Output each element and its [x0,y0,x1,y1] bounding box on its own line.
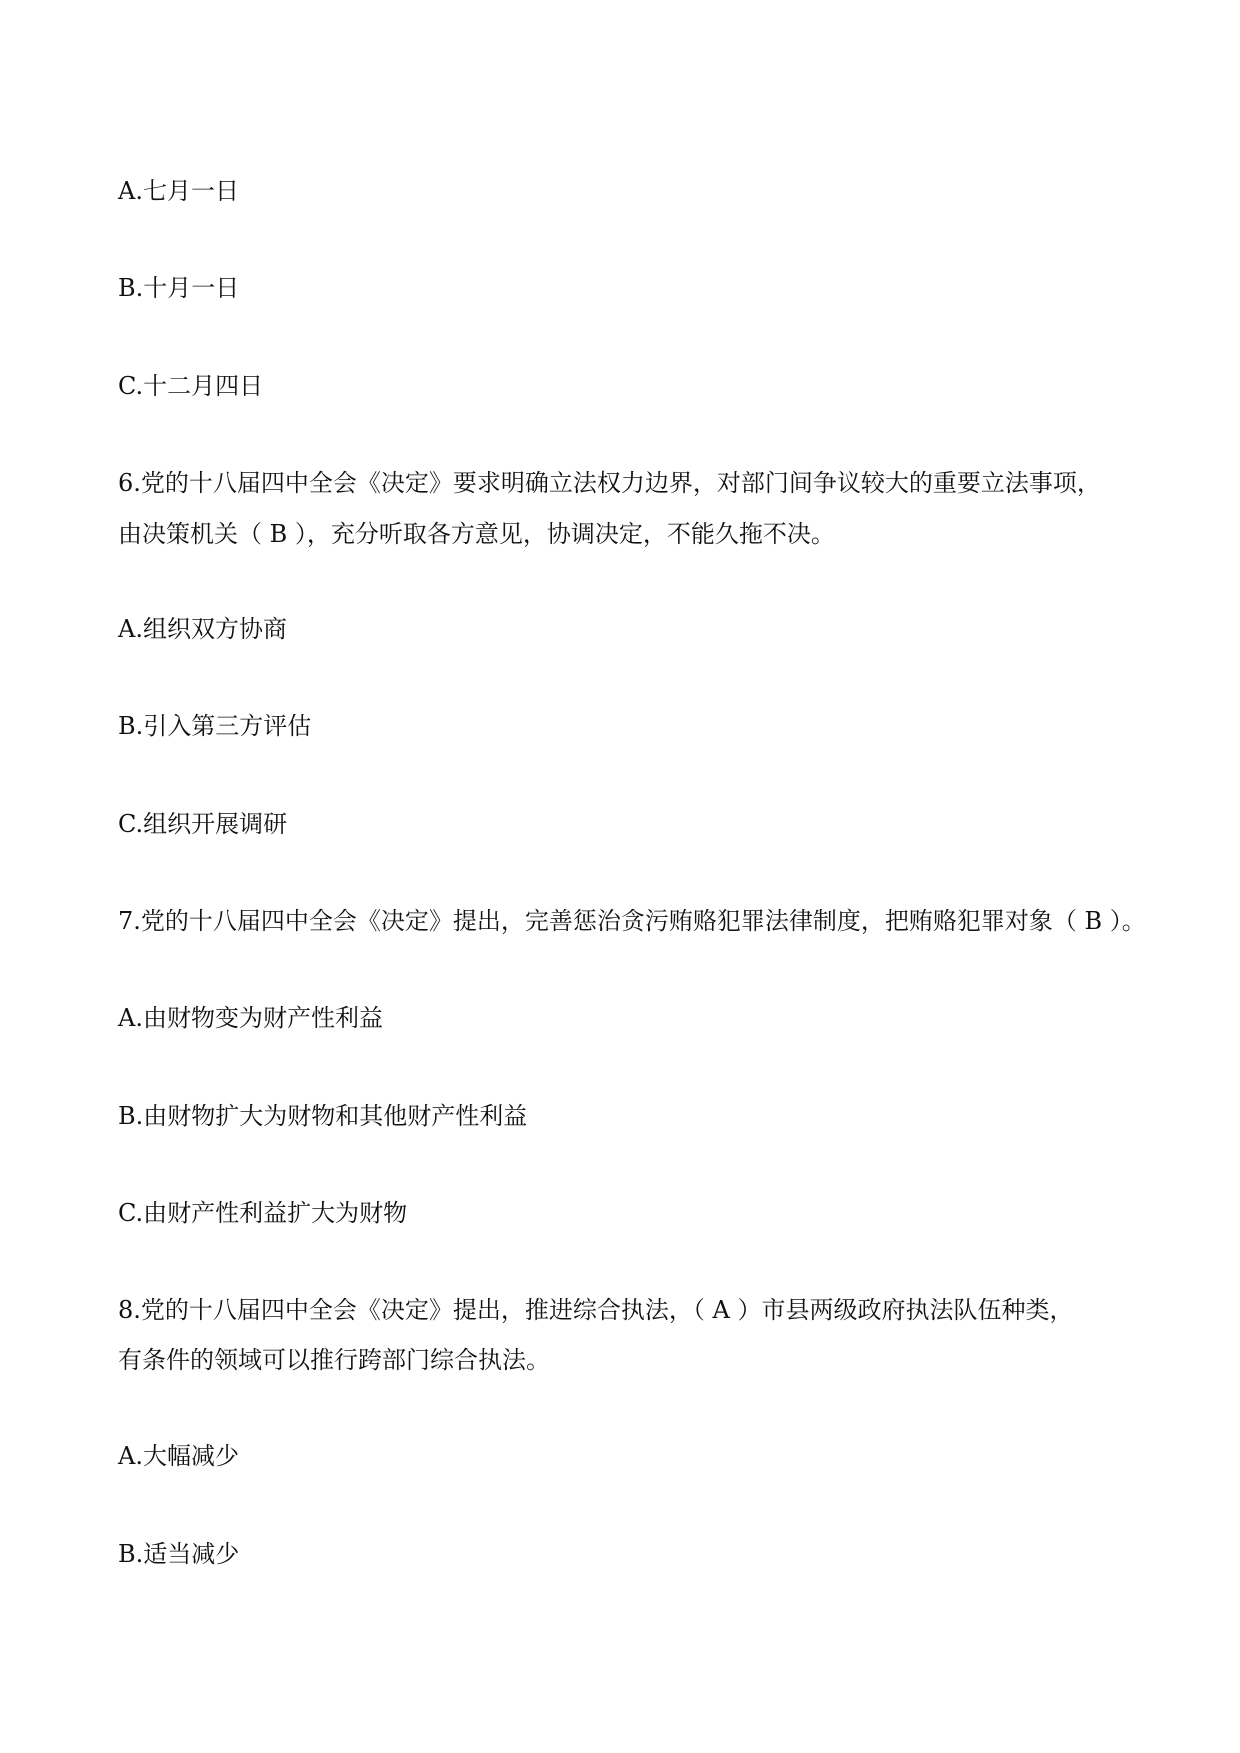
question-6-line-2: 由决策机关（ B ），充分听取各方意见，协调决定，不能久拖不决。 [118,520,835,548]
option-line: B.十月一日 [118,274,240,302]
question-8-line-2: 有条件的领域可以推行跨部门综合执法。 [118,1346,550,1374]
option-line: B.适当减少 [118,1540,240,1568]
option-line: A.大幅减少 [118,1442,239,1470]
question-7-line-1: 7.党的十八届四中全会《决定》提出，完善惩治贪污贿赂犯罪法律制度，把贿赂犯罪对象（ B ）。 [118,907,1146,935]
option-line: B.引入第三方评估 [118,712,312,740]
option-line: B.由财物扩大为财物和其他财产性利益 [118,1102,528,1130]
option-line: C.组织开展调研 [118,810,288,838]
question-8-line-1: 8.党的十八届四中全会《决定》提出，推进综合执法，（ A ）市县两级政府执法队伍种类， [118,1296,1074,1324]
option-line: A.由财物变为财产性利益 [118,1004,383,1032]
option-line: A.组织双方协商 [118,615,287,643]
option-line: A.七月一日 [118,177,239,205]
option-line: C.十二月四日 [118,372,264,400]
question-6-line-1: 6.党的十八届四中全会《决定》要求明确立法权力边界，对部门间争议较大的重要立法事项， [118,469,1101,497]
option-line: C.由财产性利益扩大为财物 [118,1199,408,1227]
